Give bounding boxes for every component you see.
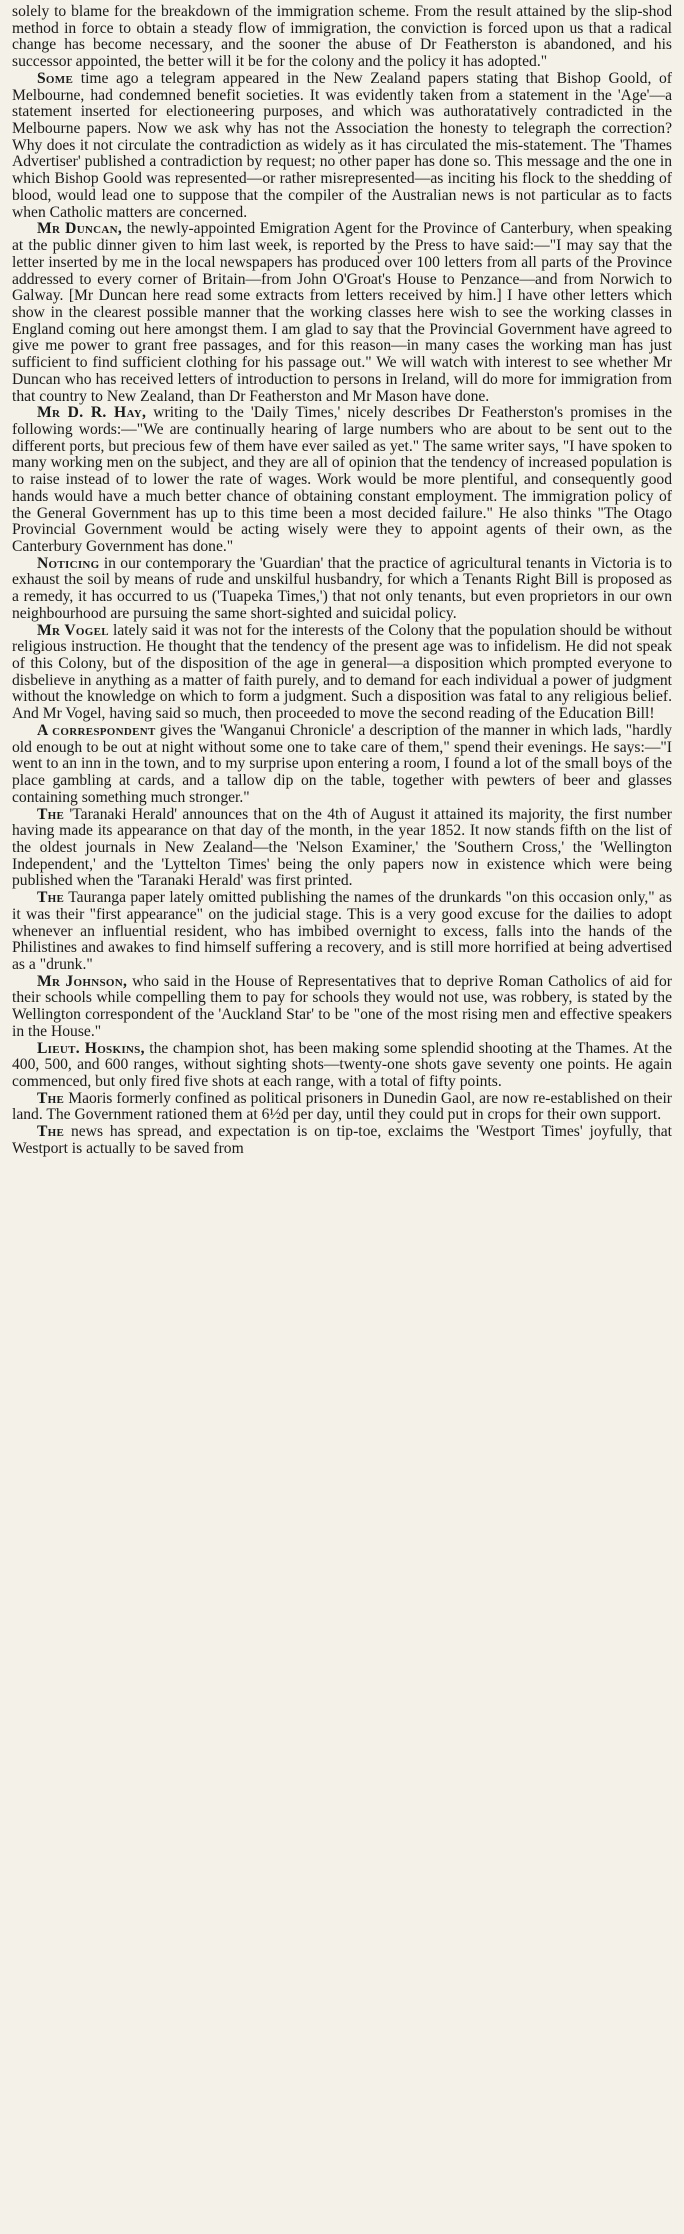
- article-paragraph: [12, 1041, 672, 1091]
- paragraph-text: news has spread, and expectation is on tip-toe, exclaims the 'Westport Times' joyfully, that Westport is actually to be saved from: [12, 1123, 672, 1157]
- paragraph-lead: Mr Johnson,: [36, 972, 128, 990]
- paragraph-text: in our contemporary the 'Guardian' that the practice of agricultural tenants in Victoria is to exhaust the soil by means of rude and unskilful husbandry, for which a Tenants Right Bill is proposed as a remedy, it has occurred to us ('Tuapeka Times,') that not only tenants, but even proprietors in our own neighbourhood are pursuing the same short-sighted and suicidal policy.: [12, 554, 672, 622]
- article-paragraph: [12, 1124, 672, 1157]
- paragraph-text: the newly-appointed Emigration Agent for the Province of Canterbury, when speaking at the public dinner given to him last week, is reported by the Press to have said:—"I may say that the letter inserted by me in the local newspapers has produced over 100 letters from all parts of the Province addressed to every corner of Britain—from John O'Groat's House to Penzance—and from Norwich to Galway. [Mr Duncan here read some extracts from letters received by him.] I have other letters which show in the clearest possible manner that the working classes here wish to see the working classes in England coming out here amongst them. I am glad to say that the Provincial Government have agreed to give me power to grant free passages, and for this reason—in many cases the working man has just sufficient to find sufficient clothing for his passage out." We will watch with interest to see whether Mr Duncan who has received letters of introduction to persons in Ireland, will do more for immigration from that country to New Zealand, than Dr Featherston and Mr Mason have done.: [12, 220, 672, 405]
- article-paragraph: [12, 807, 672, 891]
- paragraph-text: writing to the 'Daily Times,' nicely describes Dr Featherston's promises in the following words:—"We are continually hearing of large numbers who are about to be sent out to the different ports, but precious few of them have ever sailed as yet." The same writer says, "I have spoken to many working men on the subject, and they are all of opinion that the tendency of increased population is to raise instead of to lower the rate of wages. Work would be more plentiful, and consequently good hands would have a much better chance of obtaining constant employment. The immigration policy of the General Government has up to this time been a most decided failure." He also thinks "The Otago Provincial Government would be acting wisely were they to appoint agents of their own, as the Canterbury Government has done.": [12, 404, 673, 555]
- paragraph-text: the champion shot, has been making some splendid shooting at the Thames. At the 400, 500, and 600 ranges, without sighting shots—twenty-one shots gave seventy one points. He again commenced, but only fired five shots at each range, with a total of fifty points.: [12, 1039, 672, 1090]
- paragraph-text: lately said it was not for the interests of the Colony that the population should be without religious instruction. He thought that the tendency of the present age was to infidelism. He did not speak of this Colony, but of the disposition of the age in general—a disposition which prompted everyone to disbelieve in anything as a matter of faith purely, and to demand for each individual a power of judgment without the knowledge on which to form a judgment. Such a disposition was fatal to any religious belief. And Mr Vogel, having said so much, then proceeded to move the second reading of the Education Bill!: [12, 621, 672, 723]
- article-paragraph: [12, 405, 672, 555]
- article-paragraph: [12, 723, 672, 807]
- paragraph-text: who said in the House of Representatives that to deprive Roman Catholics of aid for their schools while compelling them to pay for schools they would not use, was robbery, is stated by the Wellington correspondent of the 'Auckland Star' to be "one of the most rising men and effective speakers in the House.": [12, 972, 672, 1040]
- article-paragraph: [12, 71, 672, 221]
- paragraph-lead: Mr Vogel: [36, 621, 109, 639]
- paragraph-text: Maoris formerly confined as political prisoners in Dunedin Gaol, are now re-established on their land. The Government rationed them at 6½d per day, until they could put in crops for their own support.: [12, 1089, 672, 1124]
- article-paragraph: [12, 623, 672, 723]
- paragraph-lead: The: [36, 1089, 65, 1107]
- paragraph-lead: Lieut. Hoskins,: [36, 1039, 145, 1057]
- paragraph-lead: The: [36, 889, 65, 907]
- paragraph-lead: Mr D. R. Hay,: [36, 404, 147, 422]
- article-paragraph: [12, 4, 672, 71]
- article-paragraph: [12, 556, 672, 623]
- paragraph-lead: Mr Duncan,: [36, 220, 123, 238]
- paragraph-lead: A correspondent: [36, 721, 156, 739]
- article-paragraph: [12, 974, 672, 1041]
- paragraph-text: Tauranga paper lately omitted publishing the names of the drunkards "on this occasion only," as it was their "first appearance" on the judicial stage. This is a very good excuse for the dailies to adopt whenever an influential resident, who has imbibed overnight to excess, falls into the hands of the Philistines and awakes to find himself suffering a recovery, and is still more horrified at being advertised as a "drunk.": [12, 889, 672, 973]
- article-paragraph: [12, 221, 672, 405]
- paragraph-text: gives the 'Wanganui Chronicle' a description of the manner in which lads, "hardly old enough to be out at night without some one to take care of them," spend their evenings. He says:—"I went to an inn in the town, and to my surprise upon entering a room, I found a lot of the small boys of the place gambling at cards, and a tallow dip on the table, together with pewters of beer and glasses containing something much stronger.": [12, 721, 673, 806]
- paragraph-text: 'Taranaki Herald' announces that on the 4th of August it attained its majority, the first number having made its appearance on that day of the month, in the year 1852. It now stands fifth on the list of the oldest journals in New Zealand—the 'Nelson Examiner,' the 'Southern Cross,' the 'Wellington Independent,' and the 'Lyttelton Times' being the only papers now in existence which were being published when the 'Taranaki Herald' was first printed.: [12, 805, 672, 890]
- article-paragraph: [12, 890, 672, 974]
- article-paragraph: [12, 1091, 672, 1124]
- paragraph-text: time ago a telegram appeared in the New Zealand papers stating that Bishop Goold, of Melbourne, had condemned benefit societies. It was evidently taken from a statement in the 'Age'—a statement inserted for electioneering purposes, and which was authoratatively contradicted in the Melbourne papers. Now we ask why has not the Association the honesty to telegraph the correction? Why does it not circulate the contradiction as widely as it has circulated the mis-statement. The 'Thames Advertiser' published a contradiction by request; no other paper has done so. This message and the one in which Bishop Goold was represented—or rather misrepresented—as inciting his flock to the shedding of blood, would lead one to suppose that the compiler of the Australian news is not particular as to facts when Catholic matters are concerned.: [12, 69, 672, 221]
- paragraph-lead: Some: [36, 69, 74, 87]
- paragraph-lead: The: [36, 805, 65, 823]
- paragraph-text: solely to blame for the breakdown of the immigration scheme. From the result attained by the slip-shod method in force to obtain a steady flow of immigration, the conviction is forced upon us that a radical change has become necessary, and the sooner the abuse of Dr Featherston is abandoned, and his successor appointed, the better will it be for the colony and the policy it has adopted.": [12, 3, 672, 71]
- paragraph-lead: Noticing: [36, 554, 100, 572]
- paragraph-lead: The: [36, 1123, 65, 1141]
